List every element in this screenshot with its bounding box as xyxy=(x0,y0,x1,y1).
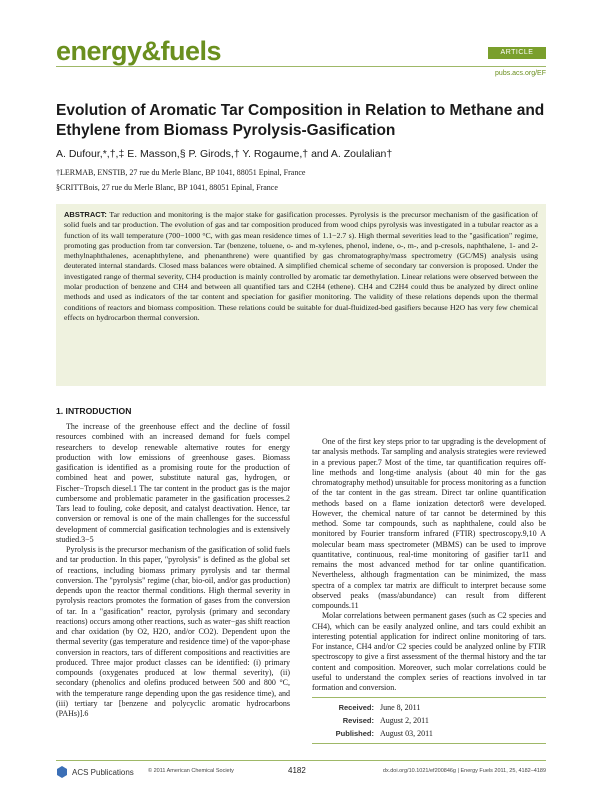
paragraph: Pyrolysis is the precursor mechanism of the gasification of solid fuels and tar production. In this paper, "pyrolysis" is defined as the global set of reactions, including biomass primary pyrolysis and tar thermal conversion. The "pyrolysis" regime (char, bio-oil, and/or gas production) depends upon the reactor thermal conditions. High thermal severity in pyrolysis reactors promotes the formation of gases from the conversion of tar. In a "gasification" reactor, pyrolysis (primary and secondary reactions) occurs among other reactions, such as water−gas shift reaction and char oxidation (by O2, H2O, and/or CO2). Dependent upon the thermal severity (gas temperature and residence time) of the vapor-phase conversion in reactors, tars of different compositions and reactivities are produced. Three major product classes can be identified: (i) primary compounds (oxygenates produced at low thermal severity), (ii) secondary (phenolics and olefins produced between 500 and 800 °C, with the temperature range depending upon the gas residence time), and (iii) tertiary tar [benzene and polycyclic aromatic hydrocarbons (PAHs)].6 xyxy=(56,545,290,718)
footer-rule xyxy=(56,760,546,761)
abstract-text: Tar reduction and monitoring is the major stake for gasification processes. Pyrolysis is the precursor mechanism of the gasification of solid fuels and tar production. The evolution of gas and tar composition produced from wood chips pyrolysis was investigated in a tubular reactor as a function of its wall temperature (700−1000 °C, with gas mean residence times of 1.1−2.7 s). High thermal severities lead to the "gasification" regime, promoting gas production from tar conversion. Tar (benzene, toluene, o- and m-xylenes, phenol, indene, o-, m-, and p-cresols, naphthalene, 1- and 2-methylnaphthalenes, acenaphthylene, and phenanthrene) were quantified by gas chromatography/mass spectrometry (GC/MS) analysis using deuterated internal standards. Closed mass balances were obtained. A simplified chemical scheme of secondary tar conversion is proposed. Under the investigated range of thermal severity, CH4 production is mainly controlled by aromatic tar demethylation. Linear relations were observed between the molar production of benzene and CH4 and between all quantified tars and C2H4 (ethene). CH4 and C2H4 could thus be analyzed by direct online methods and used as indicators of the tar content and speciation for gasifier monitoring. The validity of these relations depends upon the thermal conditions of reactors and biomass composition. These relations could be suitable for dual-fluidized-bed gasifiers because H2O has very few chemical effects on hydrocarbon thermal conversion. xyxy=(64,210,538,322)
acs-hexagon-icon xyxy=(56,766,68,778)
author-list: A. Dufour,*,†,‡ E. Masson,§ P. Girods,† Y. Rogaume,† and A. Zoulalian† xyxy=(56,148,393,160)
section-heading: 1. INTRODUCTION xyxy=(56,406,132,416)
doi-citation[interactable]: dx.doi.org/10.1021/ef200846g | Energy Fuels 2011, 25, 4182–4189 xyxy=(382,768,546,774)
publisher-name: ACS Publications xyxy=(72,767,134,777)
paragraph: Molar correlations between permanent gases (such as C2 species and CH4), which can be easily analyzed online, and tars could exhibit an interesting potential application for indirect online monitoring of tars. For instance, CH4 and/or C2 species could be analyzed online by FTIR spectroscopy to give a first assessment of the thermal history and the tar content and composition. Moreover, such molar correlations could be useful to understand the complex series of reactions involved in tar formation and conversion. xyxy=(312,611,546,692)
right-column xyxy=(312,437,546,693)
left-column xyxy=(56,422,290,719)
date-label: Received: xyxy=(338,703,374,712)
date-value: August 2, 2011 xyxy=(380,716,429,725)
article-type-badge: ARTICLE xyxy=(488,47,546,59)
date-label: Published: xyxy=(335,729,374,738)
affiliation-2: §CRITTBois, 27 rue du Merle Blanc, BP 1041, 88051 Epinal, France xyxy=(56,183,278,192)
publication-dates xyxy=(312,697,546,744)
date-value: June 8, 2011 xyxy=(380,703,421,712)
paragraph: One of the first key steps prior to tar upgrading is the development of tar analysis methods. Tar sampling and analysis strategies were reviewed in a previous paper.7 Most of the time, tar quantification requires off-line methods and long-time analysis (about 40 min for the gas chromatography method) unsuitable for process monitoring as a function of the tar content in the gas stream. Direct tar online quantification methods based on a flame ionization detector8 were developed. However, the chemical nature of tar cannot be determined by this method. Some tar compounds, such as naphthalene, could also be monitored by Fourier transform infrared (FTIR) spectroscopy.9,10 A molecular beam mass spectrometer (MBMS) can be used to improve quantitative, continuous, real-time monitoring of gasifier tar11 and remains the most advanced method for tar online quantification. Nevertheless, although fragmentation can be minimized, the mass spectra of a complex tar matrix are difficult to interpret because some observed peaks (mass/abundance) can result from different compounds.11 xyxy=(312,437,546,610)
copyright-notice: © 2011 American Chemical Society xyxy=(148,768,234,774)
abstract-box xyxy=(56,204,546,386)
paper-title: Evolution of Aromatic Tar Composition in Relation to Methane and Ethylene from Biomass Pyrolysis-Gasification xyxy=(56,102,545,139)
header-rule xyxy=(56,66,546,67)
publisher-logo xyxy=(56,766,134,778)
journal-logo: energy&fuels xyxy=(56,36,222,66)
page-number: 4182 xyxy=(288,766,306,775)
date-value: August 03, 2011 xyxy=(380,729,433,738)
date-label: Revised: xyxy=(342,716,374,725)
paragraph: The increase of the greenhouse effect and the decline of fossil resources combined with an increased demand for fuels compel researchers to develop renewable alternative routes for energy production with low emissions of greenhouse gases. Biomass gasification is identified as a promising route for the production of combined heat and power, substitute natural gas, hydrogen, or Fischer−Tropsch diesel.1 The tar content in the product gas is the major cumbersome and problematic parameter in the gasification processes.2 Tars lead to fouling, coke deposit, and catalyst deactivation. Hence, tar conversion or removal is one of the main challenges for the successful development of commercial gasification technologies and is extensively studied.3−5 xyxy=(56,422,290,544)
journal-url-link[interactable]: pubs.acs.org/EF xyxy=(495,70,546,77)
date-row xyxy=(312,714,546,727)
date-row xyxy=(312,727,546,740)
abstract-label: ABSTRACT: xyxy=(64,210,107,219)
date-row xyxy=(312,701,546,714)
affiliation-1: †LERMAB, ENSTIB, 27 rue du Merle Blanc, BP 1041, 88051 Epinal, France xyxy=(56,168,306,177)
